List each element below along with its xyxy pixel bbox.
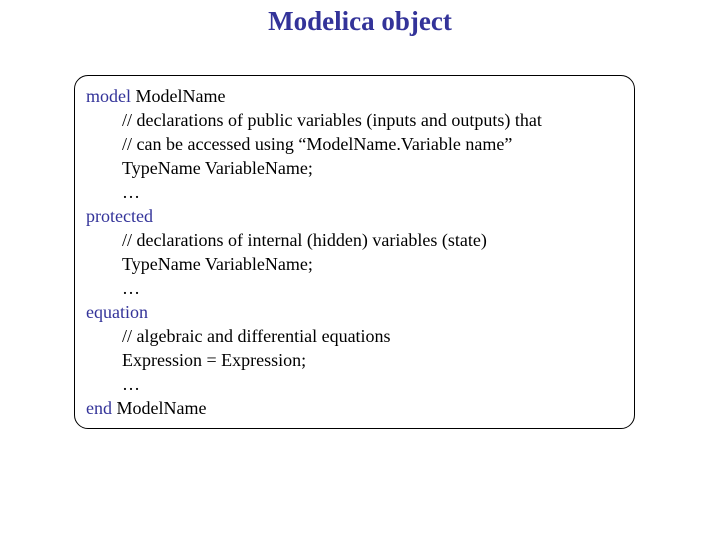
code-line <box>86 396 542 420</box>
model-name: ModelName <box>112 398 207 418</box>
code-ellipsis: … <box>122 182 140 202</box>
keyword-model: model <box>86 86 131 106</box>
code-line <box>86 84 542 108</box>
keyword-end: end <box>86 398 112 418</box>
code-comment: // can be accessed using “ModelName.Variable name” <box>122 134 513 154</box>
code-ellipsis: … <box>122 278 140 298</box>
model-name: ModelName <box>131 86 226 106</box>
slide-title: Modelica object <box>268 6 452 36</box>
code-line: TypeName VariableName; <box>122 158 313 178</box>
code-listing <box>86 84 542 420</box>
code-comment: // declarations of public variables (inputs and outputs) that <box>122 110 542 130</box>
keyword-protected: protected <box>86 206 153 226</box>
code-comment: // algebraic and differential equations <box>122 326 391 346</box>
code-comment: // declarations of internal (hidden) variables (state) <box>122 230 487 250</box>
code-line: TypeName VariableName; <box>122 254 313 274</box>
keyword-equation: equation <box>86 302 148 322</box>
code-ellipsis: … <box>122 374 140 394</box>
code-line: Expression = Expression; <box>122 350 307 370</box>
